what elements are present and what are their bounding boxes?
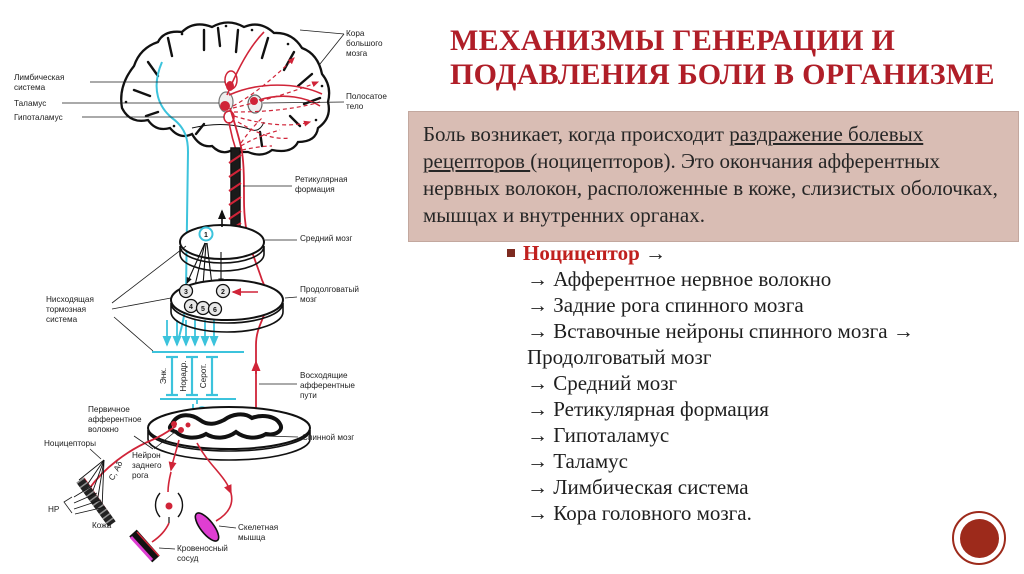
- label-ascending-paths-2: афферентные: [300, 381, 355, 390]
- label-vessel: Кровеносный: [177, 544, 228, 553]
- pathway-item: → Лимбическая система: [527, 475, 749, 499]
- label-striatum-2: тело: [346, 102, 364, 111]
- label-dorsal-horn-2: заднего: [132, 461, 162, 470]
- relay-1-number: 1: [204, 232, 208, 239]
- label-np: НР: [48, 505, 60, 514]
- label-ascending-paths: Восходящие: [300, 371, 348, 380]
- pathway-item: → Задние рога спинного мозга: [527, 293, 804, 317]
- label-cortex: Кора: [346, 29, 365, 38]
- label-striatum: Полосатое: [346, 92, 387, 101]
- relay-3-number: 3: [184, 289, 188, 296]
- relay-2-number: 2: [221, 289, 225, 296]
- label-medulla: Продолговатый: [300, 285, 359, 294]
- neurotransmitter-bars: [166, 357, 218, 395]
- label-descending-system: Нисходящая: [46, 295, 94, 304]
- label-midbrain: Средний мозг: [300, 234, 353, 243]
- red-seal-inner: [960, 519, 999, 558]
- pathway-item: → Афферентное нервное волокно: [527, 267, 832, 291]
- label-limbic-system: Лимбическая: [14, 73, 65, 82]
- label-medulla-2: мозг: [300, 295, 317, 304]
- spinal-cord-disc: [148, 407, 310, 460]
- label-muscle: Скелетная: [238, 523, 279, 532]
- label-reticular: Ретикулярная: [295, 175, 348, 184]
- sympathetic-ganglion: [166, 503, 173, 510]
- pathway-item: → Таламус: [527, 449, 628, 473]
- pain-pathway-list: [507, 240, 959, 526]
- red-seal-icon: [952, 511, 1006, 565]
- definition-box: [408, 111, 1019, 242]
- definition-underlined: раздражение болевых рецепторов: [423, 122, 924, 173]
- label-skin: Кожа: [92, 521, 112, 530]
- nociceptor-fan: [64, 460, 112, 524]
- label-dorsal-horn-3: рога: [132, 471, 149, 480]
- pathway-header: [507, 240, 959, 266]
- brainstem-bar: [229, 148, 241, 232]
- blood-vessel: [131, 532, 159, 560]
- skeletal-muscle-shape: [191, 510, 222, 545]
- medulla-disc: [171, 280, 283, 332]
- label-cortex-3: мозга: [346, 49, 368, 58]
- relay-6-number: 6: [213, 307, 217, 314]
- label-ascending-paths-3: пути: [300, 391, 317, 400]
- definition-text-after: (ноцицепторов). Это окончания афферентных нервных волокон, расположенные в коже, слизистых оболочках, мышцах и внутренних органах.: [423, 149, 998, 227]
- pathway-header-label: Ноцицептор: [523, 241, 640, 265]
- label-hypothalamus: Гипоталамус: [14, 113, 63, 122]
- relay-5-number: 5: [201, 306, 205, 313]
- label-descending-system-2: тормозная: [46, 305, 87, 314]
- label-noradrenaline: Норадр.: [179, 360, 188, 392]
- label-serotonin: Серот.: [199, 363, 208, 389]
- label-reticular-2: формация: [295, 185, 335, 194]
- label-spinal-cord: Спинной мозг: [302, 433, 355, 442]
- pathway-item: → Кора головного мозга.: [527, 501, 752, 525]
- slide-title: [450, 24, 1016, 92]
- label-primary-afferent-3: волокно: [88, 425, 119, 434]
- brain-nuclei: [219, 71, 262, 123]
- midbrain-disc: [180, 211, 264, 271]
- label-enkephalin: Энк.: [159, 367, 168, 385]
- label-primary-afferent: Первичное: [88, 405, 130, 414]
- square-bullet-icon: [507, 249, 515, 257]
- pathway-item: → Вставочные нейроны спинного мозга → Продолговатый мозг: [527, 319, 914, 369]
- arrow-right-icon: →: [645, 241, 667, 265]
- np-bracket: [64, 497, 72, 513]
- cyan-arrow-cluster: [167, 320, 214, 345]
- brain-outline: [121, 23, 329, 155]
- label-fiber-type: С, Аδ: [107, 459, 125, 482]
- label-descending-system-3: система: [46, 315, 78, 324]
- relay-4-number: 4: [189, 304, 193, 311]
- label-nociceptors: Ноцицепторы: [44, 439, 96, 448]
- efferent-branches: [152, 440, 232, 542]
- slide-title-line1: МЕХАНИЗМЫ ГЕНЕРАЦИИ И: [450, 24, 896, 57]
- label-dorsal-horn: Нейрон: [132, 451, 161, 460]
- label-muscle-2: мышца: [238, 533, 266, 542]
- label-cortex-2: большого: [346, 39, 383, 48]
- label-thalamus: Таламус: [14, 99, 47, 108]
- anatomy-diagram: [0, 0, 430, 574]
- label-limbic-system-2: система: [14, 83, 46, 92]
- pathway-items: [507, 266, 959, 526]
- pathway-item: → Средний мозг: [527, 371, 678, 395]
- label-primary-afferent-2: афферентное: [88, 415, 142, 424]
- label-vessel-2: сосуд: [177, 554, 199, 563]
- pathway-item: → Гипоталамус: [527, 423, 670, 447]
- pathway-item: → Ретикулярная формация: [527, 397, 769, 421]
- slide-title-line2: ПОДАВЛЕНИЯ БОЛИ В ОРГАНИЗМЕ: [450, 58, 995, 91]
- definition-text-before: Боль возникает, когда происходит: [423, 122, 730, 146]
